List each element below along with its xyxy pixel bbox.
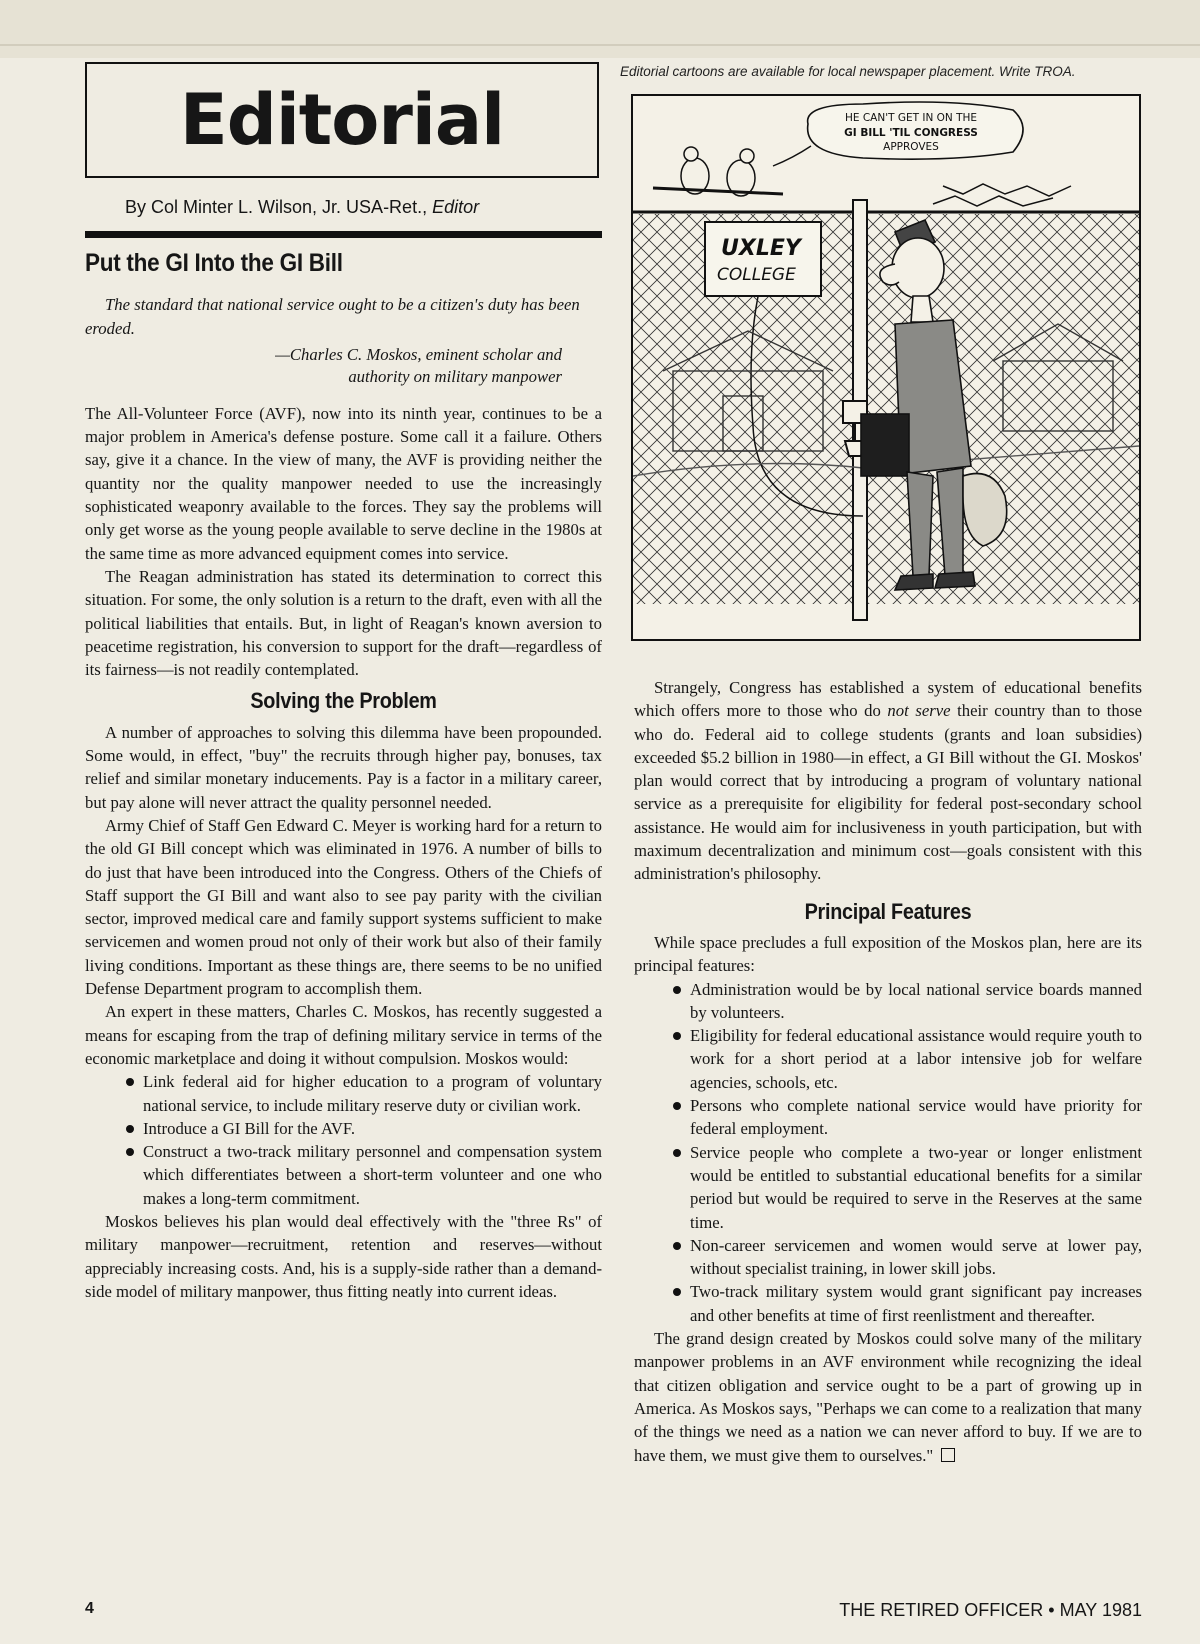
list-item: Administration would be by local national service boards manned by volunteers.: [690, 978, 1142, 1025]
epigraph-attribution-line-2: authority on military manpower: [348, 366, 562, 386]
top-rule: [0, 44, 1200, 46]
masthead-rule: [85, 231, 602, 238]
list-item: Eligibility for federal educational assistance would require youth to work for a short period at a labor intensive job for welfare agencies, schools, etc.: [690, 1024, 1142, 1094]
list-item: Link federal aid for higher education to a program of voluntary national service, to include military reserve duty or civilian work.: [143, 1070, 602, 1117]
paragraph-8: While space precludes a full exposition of the Moskos plan, here are its principal features:: [634, 932, 1142, 976]
page-number: 4: [85, 1600, 94, 1617]
paragraph-7: [634, 676, 1142, 886]
paragraph-1: The All-Volunteer Force (AVF), now into its ninth year, continues to be a major problem in America's defense posture. Some call it a failure. Others say, give it a chance. In the view of many, the AVF is providing neither the quantity nor the quality manpower needed to use the increasingly sophisticated weaponry available to the forces. They say the problems will only get worse as the young people available to serve decline in the 1980s at the same time as more advanced equipment comes into service.: [85, 403, 602, 563]
moskos-would-list: [85, 1070, 602, 1210]
epigraph-attribution-line-1: —Charles C. Moskos, eminent scholar and: [275, 344, 562, 364]
subhead-principal-features: Principal Features: [804, 898, 972, 924]
byline-role: Editor: [432, 197, 480, 217]
sign-line-2: COLLEGE: [717, 265, 796, 285]
paragraph-6: Moskos believes his plan would deal effectively with the "three Rs" of military manpower—recruitment, retention and reserves—without appreciably increasing costs. And, his is a supply-side rather than a demand-side model of military manpower, thus fitting neatly into current ideas.: [85, 1211, 602, 1301]
byline-name: By Col Minter L. Wilson, Jr. USA-Ret.,: [125, 197, 433, 217]
cartoon-drawing: [633, 96, 1139, 639]
barbed-wire: [943, 184, 1071, 196]
bubble-line-3: APPROVES: [883, 141, 939, 153]
running-footer: THE RETIRED OFFICER • MAY 1981: [839, 1600, 1142, 1620]
paragraph-3: A number of approaches to solving this dilemma have been propounded. Some would, in effect, "buy" the recruits through higher pay, bonuses, tax relief and similar monetary inducements. Pay is a factor in a military career, but pay alone will never attract the quality personnel needed.: [85, 722, 602, 812]
perched-birds: [653, 147, 783, 196]
paragraph-7-part-1: Strangely, Congress has established a system of educational benefits which offers more to those who do: [634, 678, 1142, 721]
masthead-box: [85, 62, 599, 178]
paragraph-9: [634, 1327, 1142, 1467]
paragraph-5: An expert in these matters, Charles C. Moskos, has recently suggested a means for escaping from the trap of defining military service in terms of the economic marketplace and doing it without compulsion. Moskos would:: [85, 1002, 602, 1068]
subhead-solving-the-problem: Solving the Problem: [250, 688, 437, 714]
epigraph-attribution: [85, 344, 562, 388]
paragraph-7-part-2: their country than to those who do. Federal aid to college students (grants and loan subsidies) exceeded $5.2 billion in 1980—in effect, a GI Bill without the GI. Moskos' plan would correct that by introducing a program of voluntary national service as a prerequisite for eligibility for federal post-secondary school assistance. He would aim for inclusiveness in youth participation, but with maximum decentralization and minimum cost—goals consistent with this administration's philosophy.: [634, 701, 1142, 884]
article-headline: Put the GI Into the GI Bill: [85, 249, 343, 277]
epigraph: The standard that national service ought to be a citizen's duty has been eroded.: [85, 295, 580, 338]
list-item: Service people who complete a two-year or longer enlistment would be entitled to substantial educational benefits for a similar period but would be required to serve in the Reserves at the same time.: [690, 1141, 1142, 1234]
speech-bubble: [773, 102, 1023, 166]
sign-line-1: UXLEY: [721, 236, 801, 261]
page-top-band: [0, 0, 1200, 58]
paragraph-9-text: The grand design created by Moskos could solve many of the military manpower problems in an AVF environment while recognizing the ideal that citizen obligation and service ought to be a part of growing up in America. As Moskos says, "Perhaps we can come to a realization that many of the things we need as a nation we can never afford to buy. If we are to have them, we must give them to ourselves.": [634, 1329, 1142, 1465]
left-column: [85, 249, 602, 1303]
masthead-title: Editorial: [179, 79, 505, 161]
editorial-cartoon: [631, 94, 1141, 641]
end-mark-icon: [941, 1448, 955, 1462]
paragraph-4: Army Chief of Staff Gen Edward C. Meyer is working hard for a return to the old GI Bill concept which was eliminated in 1976. A number of bills to do just that have been introduced into the Congress. Others of the Chiefs of Staff support the GI Bill and want also to see pay parity with the civilian sector, improved medical care and family support systems sufficient to make servicemen and women proud not only of their work but also of their family living conditions. Important as these things are, there seems to be no unified Defense Department program to accomplish them.: [85, 815, 602, 999]
bubble-line-2: GI BILL 'TIL CONGRESS: [844, 127, 978, 139]
right-column: [634, 676, 1142, 1467]
byline: [125, 197, 479, 218]
paragraph-7-emphasis: not serve: [887, 701, 951, 721]
cartoon-credit: Editorial cartoons are available for local newspaper placement. Write TROA.: [620, 64, 1076, 79]
bubble-line-1: HE CAN'T GET IN ON THE: [844, 112, 978, 124]
barbed-wire-lower: [933, 196, 1053, 206]
uxley-college-sign: [705, 222, 821, 296]
list-item: Two-track military system would grant significant pay increases and other benefits at time of first reenlistment and thereafter.: [690, 1280, 1142, 1327]
list-item: Non-career servicemen and women would serve at lower pay, without specialist training, in lower skill jobs.: [690, 1234, 1142, 1281]
list-item: Persons who complete national service would have priority for federal employment.: [690, 1094, 1142, 1141]
paragraph-2: The Reagan administration has stated its determination to correct this situation. For some, the only solution is a return to the draft, even with all the political liabilities that entails. But, in light of Reagan's known aversion to peacetime registration, his conversion to support for the draft—regardless of its fairness—is not readily contemplated.: [85, 566, 602, 680]
list-item: Introduce a GI Bill for the AVF.: [143, 1117, 602, 1140]
features-list: [634, 978, 1142, 1327]
list-item: Construct a two-track military personnel and compensation system which differentiates between a short-term volunteer and one who makes a long-term commitment.: [143, 1140, 602, 1210]
